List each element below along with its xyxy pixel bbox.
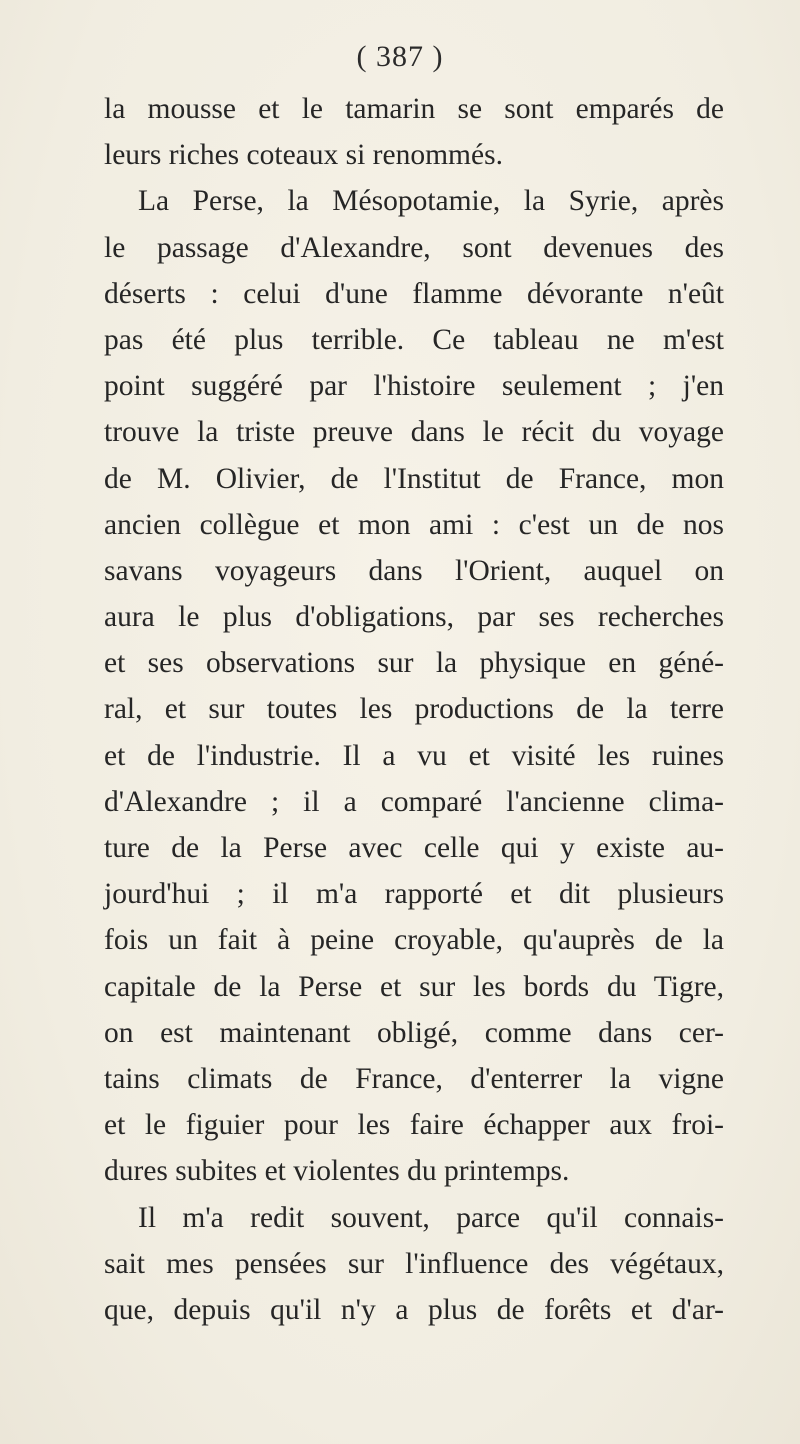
- text-line: d'Alexandre ; il a comparé l'ancienne clima-: [104, 785, 724, 818]
- text-line: sait mes pensées sur l'influence des végétaux,: [104, 1247, 724, 1280]
- text-line: pas été plus terrible. Ce tableau ne m'est: [104, 323, 724, 356]
- text-line: trouve la triste preuve dans le récit du voyage: [104, 416, 724, 449]
- text-line: ancien collègue et mon ami : c'est un de nos: [104, 508, 724, 541]
- text-line: tains climats de France, d'enterrer la vigne: [104, 1062, 724, 1095]
- text-line: et ses observations sur la physique en géné-: [104, 647, 724, 680]
- text-line: le passage d'Alexandre, sont devenues des: [104, 231, 724, 264]
- text-line: et de l'industrie. Il a vu et visité les ruines: [104, 739, 724, 772]
- body-text: [104, 86, 724, 1333]
- text-line: ture de la Perse avec celle qui y existe au-: [104, 832, 724, 864]
- text-line: savans voyageurs dans l'Orient, auquel on: [104, 554, 724, 587]
- text-line: aura le plus d'obligations, par ses recherches: [104, 601, 724, 634]
- text-line: que, depuis qu'il n'y a plus de forêts et d'ar-: [104, 1293, 724, 1326]
- text-line: déserts : celui d'une flamme dévorante n'eût: [104, 277, 724, 310]
- text-line: Il m'a redit souvent, parce qu'il connais-: [138, 1201, 724, 1234]
- text-line: dures subites et violentes du printemps.: [104, 1155, 570, 1188]
- page-number: ( 387 ): [356, 40, 444, 73]
- text-line: jourd'hui ; il m'a rapporté et dit plusieurs: [104, 878, 724, 911]
- text-line: fois un fait à peine croyable, qu'auprès de la: [104, 924, 724, 957]
- text-line: leurs riches coteaux si renommés.: [104, 139, 503, 172]
- text-line: ral, et sur toutes les productions de la terre: [104, 693, 724, 726]
- text-line: point suggéré par l'histoire seulement ; j'en: [104, 370, 724, 403]
- text-line: la mousse et le tamarin se sont emparés de: [104, 93, 724, 125]
- text-line: et le figuier pour les faire échapper aux froi-: [104, 1109, 724, 1142]
- text-line: de M. Olivier, de l'Institut de France, mon: [104, 462, 724, 495]
- text-line: capitale de la Perse et sur les bords du Tigre,: [104, 970, 724, 1003]
- text-line: on est maintenant obligé, comme dans cer-: [104, 1016, 724, 1049]
- text-line: La Perse, la Mésopotamie, la Syrie, après: [138, 185, 724, 218]
